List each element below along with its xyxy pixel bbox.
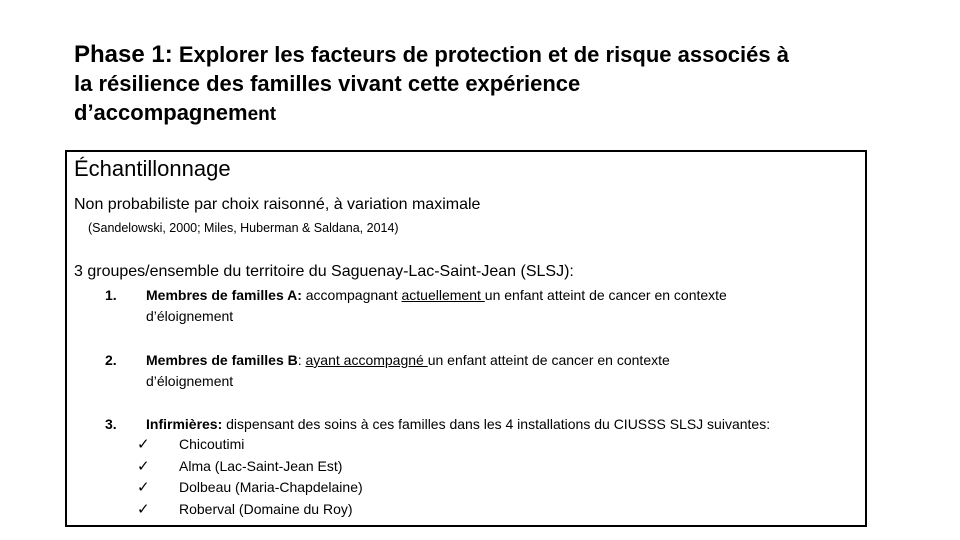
site-item: [137, 499, 363, 521]
phase-label: Phase 1:: [74, 41, 173, 68]
group-body: [146, 414, 861, 435]
site-item: [137, 477, 363, 499]
group-label: Infirmières:: [146, 416, 223, 432]
check-icon: ✓: [137, 435, 150, 453]
group-text-line-2: d’éloignement: [146, 308, 234, 324]
slide-title: [74, 40, 914, 129]
title-line-2: la résilience des familles vivant cette expérience: [74, 71, 581, 96]
group-emphasis: ayant accompagné: [305, 352, 428, 368]
group-text-after: un enfant atteint de cancer en contexte: [484, 287, 727, 303]
sampling-box: [65, 150, 867, 527]
title-line-1-text: Explorer les facteurs de protection et de risque associés à: [172, 42, 789, 67]
group-emphasis: actuellement: [401, 287, 485, 303]
site-item: [137, 456, 363, 478]
group-number: 2.: [105, 352, 117, 368]
site-item: [137, 434, 363, 456]
sampling-reference: (Sandelowski, 2000; Miles, Huberman & Saldana, 2014): [88, 221, 399, 235]
group-text-line-2: d’éloignement: [146, 373, 234, 389]
group-body: [146, 285, 861, 327]
site-name: Alma (Lac-Saint-Jean Est): [179, 457, 343, 474]
site-name: Roberval (Domaine du Roy): [179, 500, 353, 517]
group-number: 3.: [105, 416, 117, 432]
title-line-3-text: d’accompagnem: [74, 100, 248, 125]
check-icon: ✓: [137, 499, 150, 518]
group-text-before: :: [297, 352, 306, 368]
group-text-after: un enfant atteint de cancer en contexte: [427, 352, 670, 368]
title-line-3: [74, 98, 914, 129]
sites-list: [137, 434, 363, 520]
group-label: Membres de familles B: [146, 352, 298, 368]
title-line-3-tail: ent: [247, 104, 277, 125]
site-name: Chicoutimi: [179, 436, 245, 452]
check-icon: ✓: [137, 478, 150, 497]
site-name: Dolbeau (Maria-Chapdelaine): [179, 479, 363, 496]
group-number: 1.: [105, 287, 117, 303]
title-line-1: [74, 40, 914, 69]
group-text: dispensant des soins à ces familles dans les 4 installations du CIUSSS SLSJ suivantes:: [222, 416, 771, 432]
groups-intro: 3 groupes/ensemble du territoire du Saguenay-Lac-Saint-Jean (SLSJ):: [74, 263, 574, 280]
check-icon: ✓: [137, 456, 150, 475]
group-text-before: accompagnant: [301, 287, 402, 303]
sampling-heading: Échantillonnage: [74, 156, 231, 181]
sampling-type: Non probabiliste par choix raisonné, à variation maximale: [74, 196, 481, 213]
group-body: [146, 350, 861, 392]
group-label: Membres de familles A:: [146, 287, 302, 303]
